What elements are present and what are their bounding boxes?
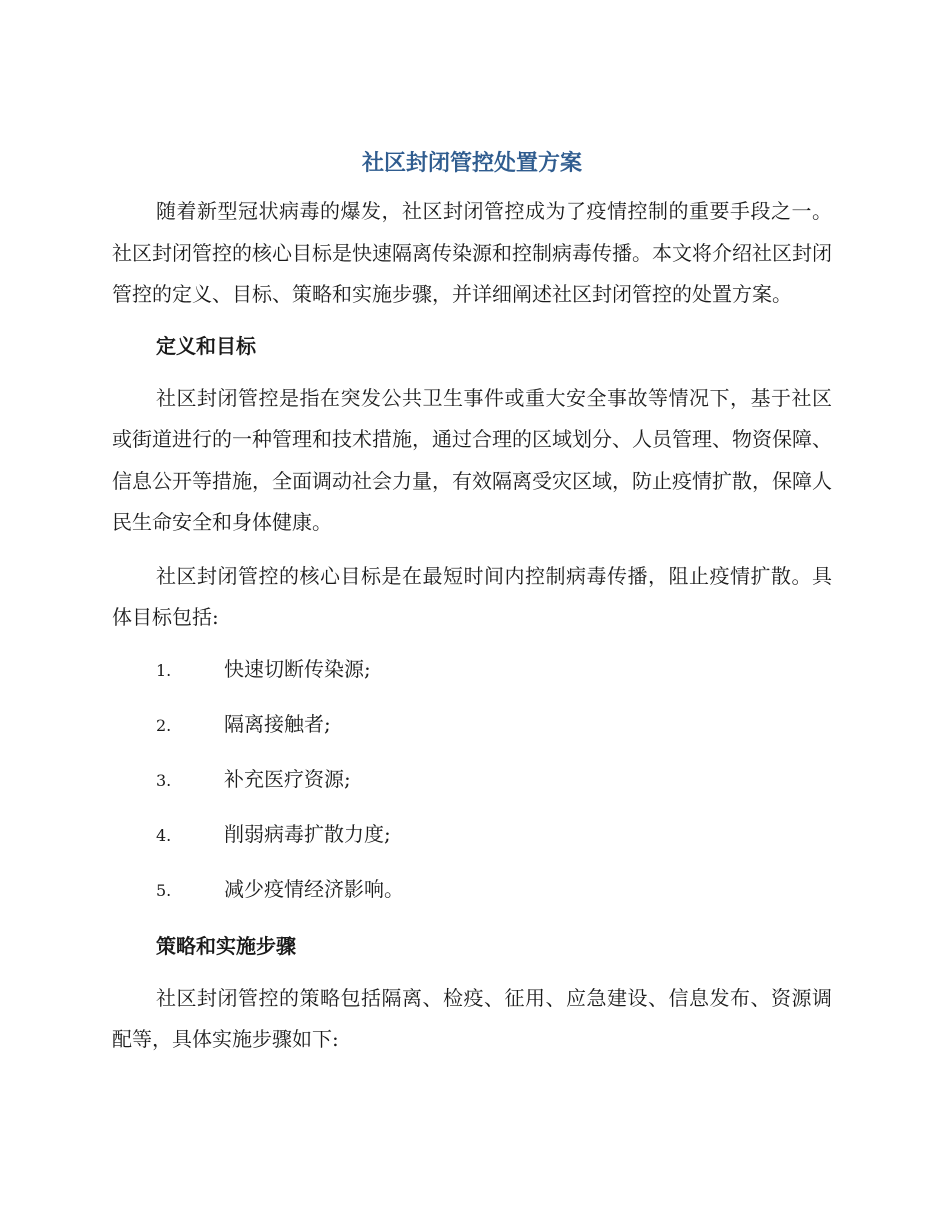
document-body: [112, 145, 832, 1061]
list-item: [112, 873, 832, 928]
list-item-number: 4.: [156, 825, 172, 845]
list-item-number: 1.: [156, 660, 172, 680]
section-heading-strategy-steps: 策略和实施步骤: [156, 933, 296, 958]
list-item-text: 隔离接触者;: [224, 711, 331, 736]
section-heading-definition-goals: 定义和目标: [156, 333, 256, 358]
list-item-number: 5.: [156, 880, 172, 900]
goals-list: [112, 653, 832, 928]
document-title: 社区封闭管控处置方案: [361, 151, 582, 176]
intro-paragraph: 随着新型冠状病毒的爆发，社区封闭管控成为了疫情控制的重要手段之一。社区封闭管控的核心目标是快速隔离传染源和控制病毒传播。本文将介绍社区封闭管控的定义、目标、策略和实施步骤，并详细阐述社区封闭管控的处置方案。: [112, 199, 832, 306]
list-item: [112, 653, 832, 708]
strategy-paragraph: 社区封闭管控的策略包括隔离、检疫、征用、应急建设、信息发布、资源调配等，具体实施步骤如下:: [112, 985, 832, 1051]
goals-paragraph: 社区封闭管控的核心目标是在最短时间内控制病毒传播，阻止疫情扩散。具体目标包括:: [112, 563, 832, 629]
list-item-text: 减少疫情经济影响。: [224, 876, 404, 901]
list-item: [112, 763, 832, 818]
list-item-number: 3.: [156, 770, 172, 790]
list-item-number: 2.: [156, 715, 172, 735]
list-item-text: 补充医疗资源;: [224, 766, 351, 791]
list-item: [112, 708, 832, 763]
definition-paragraph: 社区封闭管控是指在突发公共卫生事件或重大安全事故等情况下，基于社区或街道进行的一种管理和技术措施，通过合理的区域划分、人员管理、物资保障、信息公开等措施，全面调动社会力量，有效隔离受灾区域，防止疫情扩散，保障人民生命安全和身体健康。: [112, 385, 832, 534]
list-item-text: 快速切断传染源;: [224, 656, 371, 681]
list-item-text: 削弱病毒扩散力度;: [224, 821, 391, 846]
list-item: [112, 818, 832, 873]
